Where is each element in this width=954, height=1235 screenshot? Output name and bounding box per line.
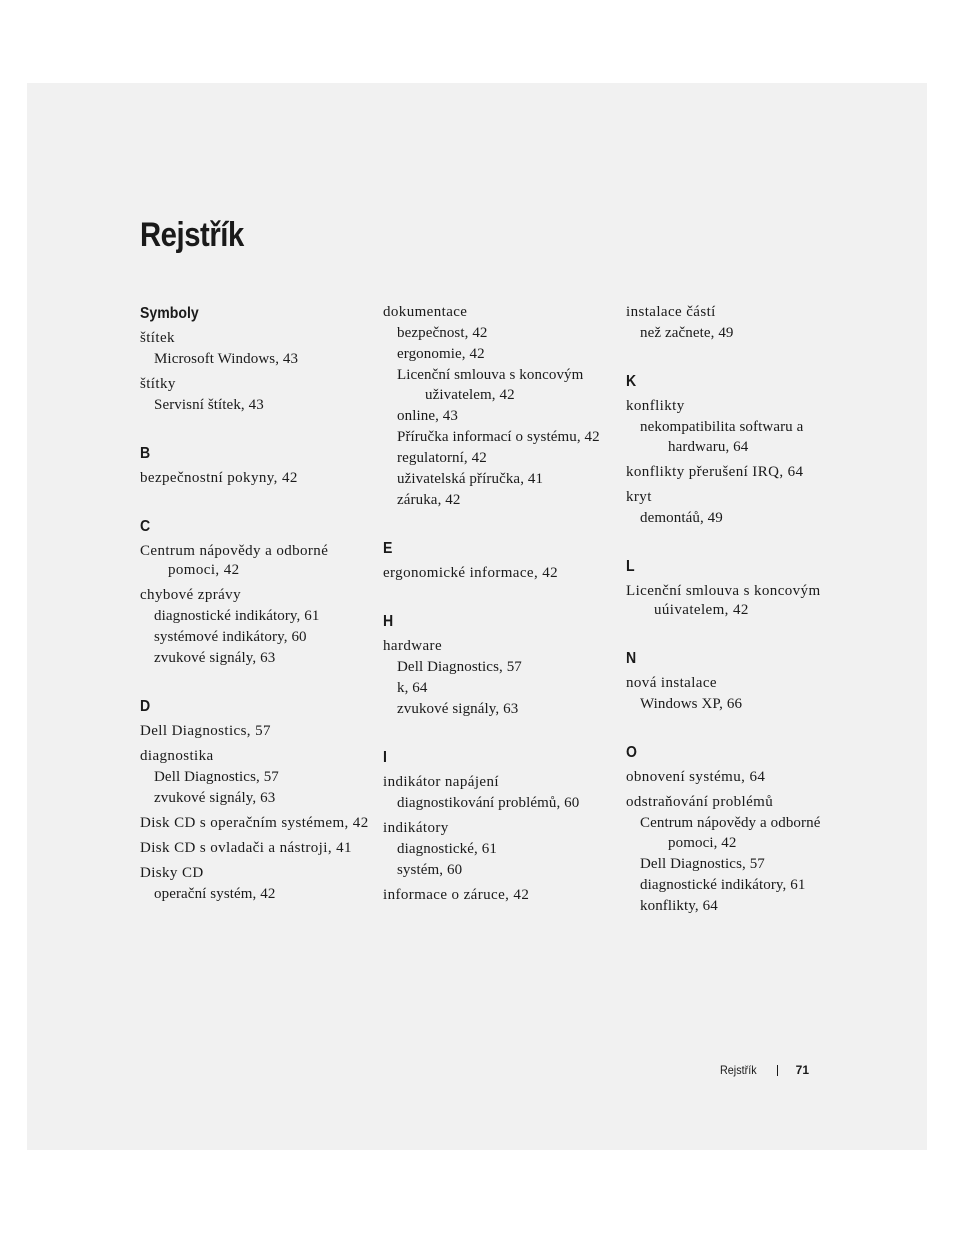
index-section <box>626 556 856 620</box>
index-column-1 <box>140 303 370 910</box>
index-entry <box>626 463 856 482</box>
index-term: odstraňování problémů <box>626 794 774 810</box>
index-term: bezpečnostní pokyny, 42 <box>140 470 298 486</box>
index-entry <box>383 303 613 510</box>
index-term: instalace částí <box>626 304 716 320</box>
section-heading: Symboly <box>140 305 199 322</box>
index-entry <box>140 839 370 858</box>
index-section <box>140 443 370 488</box>
index-section <box>626 742 856 916</box>
index-subterm: bezpečnost, 42 <box>397 325 488 341</box>
index-entry <box>626 488 856 528</box>
index-subterm: diagnostické, 61 <box>397 841 497 857</box>
index-entry <box>140 747 370 808</box>
index-term: štítek <box>140 330 175 346</box>
index-subterm: zvukové signály, 63 <box>154 650 276 666</box>
index-column-2 <box>383 303 613 911</box>
index-subterm: Dell Diagnostics, 57 <box>154 769 279 785</box>
index-term: diagnostika <box>140 748 214 764</box>
index-term: dokumentace <box>383 304 468 320</box>
index-term: Licenční smlouva s koncovým uúivatelem, 42 <box>626 583 821 618</box>
index-subterm: ergonomie, 42 <box>397 346 485 362</box>
index-section <box>140 516 370 668</box>
index-section <box>383 303 613 510</box>
index-subterm: zvukové signály, 63 <box>397 701 519 717</box>
index-subterm: Dell Diagnostics, 57 <box>397 659 522 675</box>
index-entry <box>626 674 856 714</box>
footer-label: Rejstřík <box>720 1063 757 1077</box>
index-term: konflikty <box>626 398 685 414</box>
index-subterm: operační systém, 42 <box>154 886 276 902</box>
index-entry <box>383 819 613 880</box>
index-entry <box>140 722 370 741</box>
index-section <box>383 611 613 719</box>
index-term: chybové zprávy <box>140 587 241 603</box>
index-entry <box>383 886 613 905</box>
index-subterm: uživatelská příručka, 41 <box>397 471 544 487</box>
index-subterm: Windows XP, 66 <box>640 696 743 712</box>
index-term: Centrum nápovědy a odborné pomoci, 42 <box>140 543 329 578</box>
index-term: indikátor napájení <box>383 774 499 790</box>
index-subterm: k, 64 <box>397 680 428 696</box>
section-heading: D <box>140 698 151 715</box>
index-entry <box>140 375 370 415</box>
section-heading: E <box>383 540 393 557</box>
index-subterm: diagnostikování problémů, 60 <box>397 795 580 811</box>
index-entry <box>383 564 613 583</box>
page-number: 71 <box>795 1063 810 1077</box>
index-subterm: Microsoft Windows, 43 <box>154 351 299 367</box>
index-subterm: systémové indikátory, 60 <box>154 629 307 645</box>
index-subterm: Příručka informací o systému, 42 <box>397 429 600 445</box>
index-term: ergonomické informace, 42 <box>383 565 559 581</box>
index-entry <box>140 469 370 488</box>
index-term: nová instalace <box>626 675 717 691</box>
index-subterm: online, 43 <box>397 408 458 424</box>
page-title: Rejstřík <box>140 216 244 254</box>
index-entry <box>626 582 856 620</box>
index-subterm: demontáů, 49 <box>640 510 723 526</box>
index-entry <box>626 793 856 916</box>
index-subterm: diagnostické indikátory, 61 <box>154 608 320 624</box>
index-entry <box>383 773 613 813</box>
index-term: obnovení systému, 64 <box>626 769 766 785</box>
index-subterm: zvukové signály, 63 <box>154 790 276 806</box>
section-heading: C <box>140 518 151 535</box>
page-footer <box>720 1062 809 1078</box>
index-subterm: regulatorní, 42 <box>397 450 487 466</box>
index-subterm: Dell Diagnostics, 57 <box>640 856 765 872</box>
index-column-3 <box>626 303 856 922</box>
index-subterm: nekompatibilita softwaru a hardwaru, 64 <box>640 419 804 455</box>
index-subterm: diagnostické indikátory, 61 <box>640 877 806 893</box>
index-term: Disky CD <box>140 865 204 881</box>
index-term: informace o záruce, 42 <box>383 887 530 903</box>
index-entry <box>626 768 856 787</box>
index-section <box>626 648 856 714</box>
index-section <box>626 303 856 343</box>
section-heading: K <box>626 373 637 390</box>
section-heading: I <box>383 749 387 766</box>
section-heading: O <box>626 744 637 761</box>
index-subterm: systém, 60 <box>397 862 463 878</box>
section-heading: N <box>626 650 637 667</box>
index-subterm: než začnete, 49 <box>640 325 734 341</box>
index-entry <box>140 864 370 904</box>
index-subterm: Licenční smlouva s koncovým uživatelem, 42 <box>397 367 584 403</box>
index-section <box>140 303 370 415</box>
index-term: Disk CD s operačním systémem, 42 <box>140 815 369 831</box>
index-entry <box>140 814 370 833</box>
index-subterm: záruka, 42 <box>397 492 461 508</box>
index-entry <box>140 586 370 668</box>
section-heading: H <box>383 613 394 630</box>
index-entry <box>140 542 370 580</box>
index-term: indikátory <box>383 820 449 836</box>
index-section <box>383 747 613 905</box>
index-term: štítky <box>140 376 176 392</box>
index-entry <box>383 637 613 719</box>
index-subterm: Centrum nápovědy a odborné pomoci, 42 <box>640 815 821 851</box>
index-section <box>383 538 613 583</box>
index-subterm: Servisní štítek, 43 <box>154 397 264 413</box>
index-section <box>626 371 856 528</box>
section-heading: B <box>140 445 151 462</box>
footer-separator <box>777 1065 778 1076</box>
index-subterm: konflikty, 64 <box>640 898 718 914</box>
index-section <box>140 696 370 904</box>
index-term: kryt <box>626 489 652 505</box>
index-entry <box>140 329 370 369</box>
index-entry <box>626 397 856 457</box>
index-term: konflikty přerušení IRQ, 64 <box>626 464 804 480</box>
index-term: Disk CD s ovladači a nástroji, 41 <box>140 840 352 856</box>
section-heading: L <box>626 558 635 575</box>
index-entry <box>626 303 856 343</box>
index-term: hardware <box>383 638 442 654</box>
index-term: Dell Diagnostics, 57 <box>140 723 271 739</box>
